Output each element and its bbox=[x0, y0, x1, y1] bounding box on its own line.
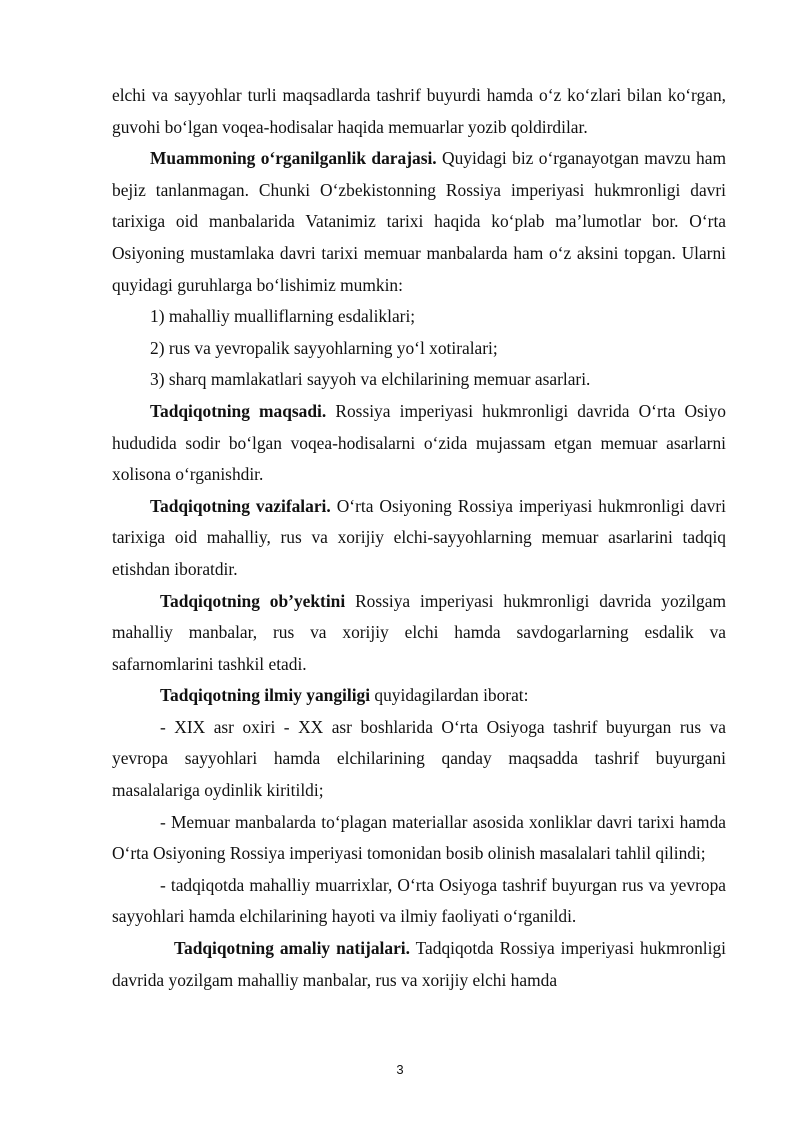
paragraph-research-degree: Muammoning o‘rganilganlik darajasi. Quyidagi biz o‘rganayotgan mavzu ham bejiz tanlanmagan. Chunki O‘zbekistonning Rossiya imperiyasi hukmronligi davri tarixiga oid manbalarida Vatanimiz tarixi haqida ko‘plab ma’lumotlar bor. O‘rta Osiyoning mustamlaka davri tarixi memuar manbalarda ham o‘z aksini topgan. Ularni quyidagi guruhlarga bo‘lishimiz mumkin: bbox=[112, 148, 726, 295]
paragraph-goal: Tadqiqotning maqsadi. Rossiya imperiyasi hukmronligi davrida O‘rta Osiyo hududida sodir bo‘lgan voqea-hodisalarni o‘zida mujassam etgan memuar asarlarni xolisona o‘rganishdir. bbox=[112, 400, 726, 485]
paragraph-object: Tadqiqotning ob’yektini Rossiya imperiyasi hukmronligi davrida yozilgam mahalliy manbalar, rus va xorijiy elchi hamda savdogarlarning esdalik va safarnomlarini tashkil etadi. bbox=[112, 590, 726, 674]
paragraph-novelty-3: - tadqiqotda mahalliy muarrixlar, O‘rta Osiyoga tashrif buyurgan rus va yevropa sayyohlari hamda elchilarining hayoti va ilmiy faoliyati o‘rganildi. bbox=[112, 874, 726, 927]
heading-object: Tadqiqotning ob’yektini bbox=[160, 590, 346, 611]
heading-novelty: Tadqiqotning ilmiy yangiligi bbox=[160, 685, 371, 706]
list-item: 1) mahalliy mualliflarning esdaliklari; bbox=[150, 306, 416, 327]
paragraph-novelty-2: - Memuar manbalarda to‘plagan materiallar asosida xonliklar davri tarixi hamda O‘rta Osiyoning Rossiya imperiyasi tomonidan bosib olinish masalalari tahlil qilindi; bbox=[112, 811, 726, 864]
heading-practical-results: Tadqiqotning amaliy natijalari. bbox=[174, 938, 410, 959]
paragraph-intro: elchi va sayyohlar turli maqsadlarda tashrif buyurdi hamda o‘z ko‘zlari bilan ko‘rgan, guvohi bo‘lgan voqea-hodisalar haqida memuarlar yozib qoldirdilar. bbox=[112, 85, 726, 137]
list-item: 3) sharq mamlakatlari sayyoh va elchilarining memuar asarlari. bbox=[150, 369, 591, 390]
paragraph-novelty: Tadqiqotning ilmiy yangiligi quyidagilardan iborat: bbox=[160, 685, 529, 706]
heading-research-degree: Muammoning o‘rganilganlik darajasi. bbox=[150, 148, 437, 169]
paragraph-practical-results: Tadqiqotning amaliy natijalari. Tadqiqotda Rossiya imperiyasi hukmronligi davrida yozilgam mahalliy manbalar, rus va xorijiy elchi hamda bbox=[112, 938, 726, 990]
heading-goal: Tadqiqotning maqsadi. bbox=[150, 400, 327, 421]
page-number: 3 bbox=[396, 1062, 404, 1077]
list-item: 2) rus va yevropalik sayyohlarning yo‘l xotiralari; bbox=[150, 337, 498, 358]
paragraph-novelty-1: - XIX asr oxiri - XX asr boshlarida O‘rta Osiyoga tashrif buyurgan rus va yevropa sayyohlari hamda elchilarining qanday maqsadda tashrif buyurgani masalalariga oydinlik kiritildi; bbox=[112, 716, 726, 801]
document-page bbox=[112, 80, 726, 996]
paragraph-tasks: Tadqiqotning vazifalari. O‘rta Osiyoning Rossiya imperiyasi hukmronligi davri tarixiga oid mahalliy, rus va xorijiy elchi-sayyohlarning memuar asarlarini tadqiq etishdan iboratdir. bbox=[112, 495, 727, 579]
heading-tasks: Tadqiqotning vazifalari. bbox=[150, 495, 331, 516]
